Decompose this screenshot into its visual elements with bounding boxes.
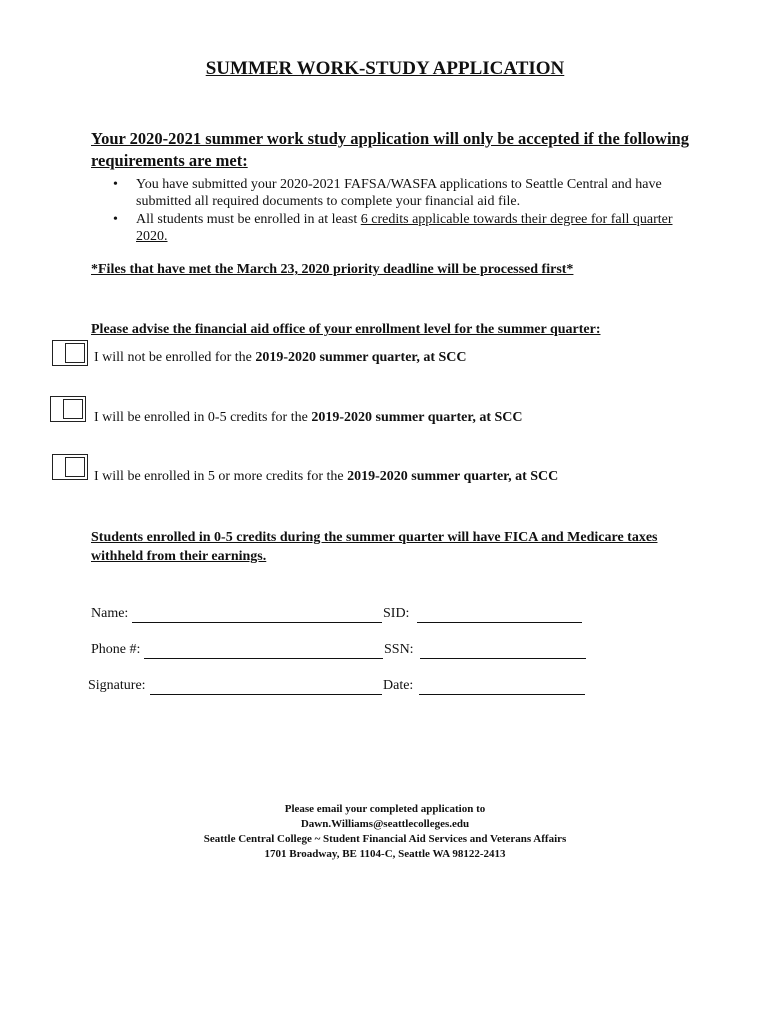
checkbox-not-enrolled[interactable]: [52, 340, 88, 366]
checkbox-0-5-credits[interactable]: [50, 396, 86, 422]
option-quarter: 2019-2020 summer quarter, at SCC: [311, 410, 523, 425]
fica-note: Students enrolled in 0-5 credits during the summer quarter will have FICA and Medicare taxes withheld from their earnings.: [91, 530, 658, 564]
phone-field[interactable]: [144, 643, 383, 659]
requirement-text: All students must be enrolled in at least: [136, 212, 361, 227]
requirements-list: [113, 176, 693, 246]
option-quarter: 2019-2020 summer quarter, at SCC: [347, 469, 559, 484]
requirements-heading: Your 2020-2021 summer work study application will only be accepted if the following requirements are met:: [91, 129, 689, 170]
checkbox-inner-box: [63, 399, 83, 419]
sid-label: SID:: [383, 606, 410, 621]
requirement-item: [113, 211, 693, 245]
option-text: I will be enrolled in 0-5 credits for the: [94, 410, 312, 425]
option-5-plus-credits: [94, 469, 558, 485]
footer-office: Seattle Central College ~ Student Financial Aid Services and Veterans Affairs: [203, 833, 567, 845]
option-0-5-credits: [94, 410, 522, 426]
signature-field[interactable]: [150, 679, 382, 695]
checkbox-5-plus-credits[interactable]: [52, 454, 88, 480]
option-text: I will be enrolled in 5 or more credits for the: [94, 469, 348, 484]
option-quarter: 2019-2020 summer quarter, at SCC: [255, 350, 467, 365]
ssn-field[interactable]: [420, 643, 586, 659]
option-not-enrolled: [94, 350, 467, 366]
requirement-text: You have submitted your 2020-2021 FAFSA/WASFA applications to Seattle Central and have submitted all required documents to complete your financial aid file.: [136, 177, 662, 209]
checkbox-inner-box: [65, 457, 85, 477]
checkbox-inner-box: [65, 343, 85, 363]
requirement-credits-underlined: 6 credits applicable towards their degree for fall quarter 2020.: [136, 212, 673, 244]
bullet-icon: •: [113, 177, 118, 192]
bullet-icon: •: [113, 212, 118, 227]
page-title: SUMMER WORK-STUDY APPLICATION: [205, 58, 565, 79]
requirement-item: [113, 176, 693, 210]
phone-label: Phone #:: [91, 642, 141, 657]
ssn-label: SSN:: [384, 642, 414, 657]
enrollment-heading: Please advise the financial aid office of your enrollment level for the summer quarter:: [91, 322, 601, 337]
date-field[interactable]: [419, 679, 585, 695]
footer-email: Dawn.Williams@seattlecolleges.edu: [300, 818, 470, 830]
signature-label: Signature:: [88, 678, 146, 693]
footer-contact: [0, 802, 770, 862]
option-text: I will not be enrolled for the: [94, 350, 256, 365]
footer-address: 1701 Broadway, BE 1104-C, Seattle WA 98122-2413: [264, 848, 506, 860]
footer-instruction: Please email your completed application to: [284, 803, 486, 815]
sid-field[interactable]: [417, 607, 582, 623]
name-label: Name:: [91, 606, 129, 621]
priority-note: *Files that have met the March 23, 2020 priority deadline will be processed first*: [91, 262, 574, 277]
name-field[interactable]: [132, 607, 382, 623]
date-label: Date:: [383, 678, 414, 693]
